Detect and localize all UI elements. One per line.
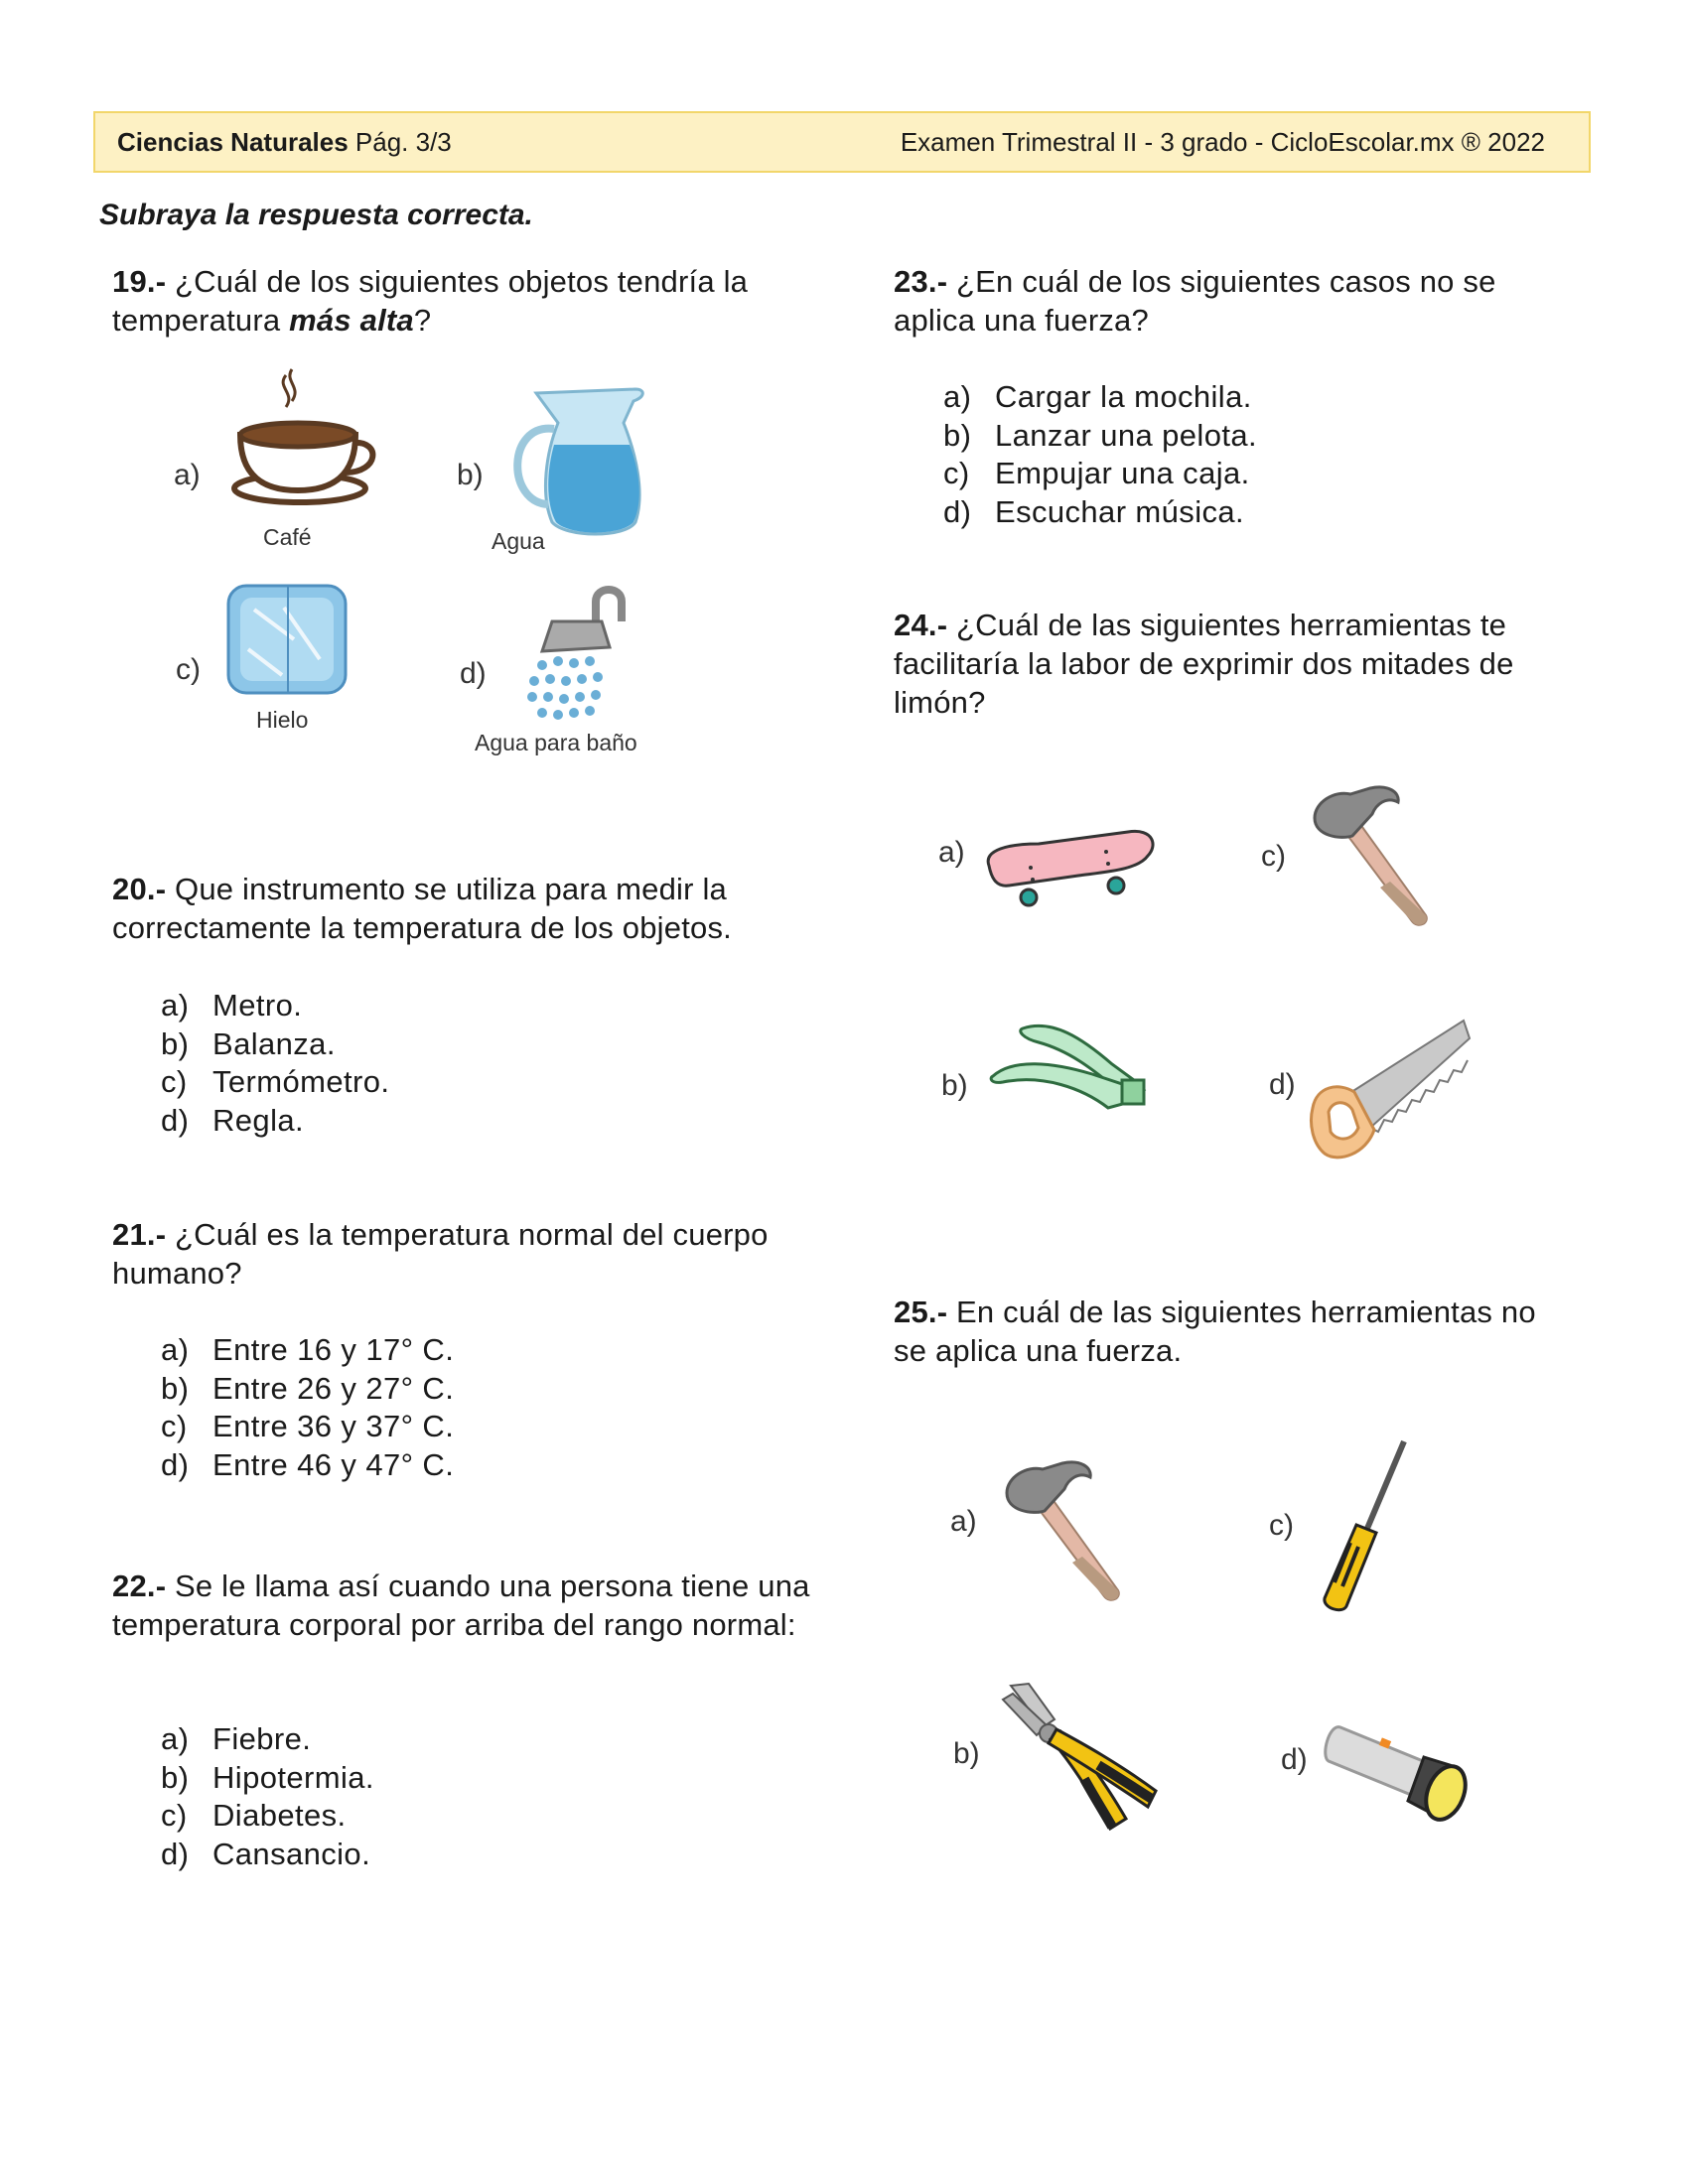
- option-letter: b): [161, 1025, 190, 1061]
- question-emphasis: más alta: [289, 303, 414, 338]
- answer-option[interactable]: [161, 1025, 389, 1064]
- option-text: Termómetro.: [212, 1064, 390, 1099]
- option-letter[interactable]: b): [941, 1069, 968, 1102]
- water-jug-icon[interactable]: [496, 383, 655, 547]
- answer-list: [161, 1331, 454, 1484]
- option-letter: c): [161, 1064, 188, 1099]
- answer-option[interactable]: [161, 1370, 454, 1409]
- option-letter: b): [161, 1759, 190, 1795]
- question-20: [112, 870, 827, 947]
- question-text: ¿Cuál de los siguientes objetos tendría la temperatura: [112, 264, 749, 338]
- option-text: Metro.: [212, 988, 303, 1023]
- question-number: 24.-: [894, 608, 948, 642]
- option-letter: c): [943, 456, 970, 490]
- saw-icon[interactable]: [1299, 1009, 1477, 1172]
- page-header: [93, 111, 1591, 173]
- option-text: Diabetes.: [212, 1798, 347, 1833]
- question-text: Se le llama así cuando una persona tiene una temperatura corporal por arriba del rango normal:: [112, 1569, 810, 1642]
- screwdriver-icon[interactable]: [1301, 1435, 1430, 1619]
- subject-title: Ciencias Naturales: [117, 127, 349, 157]
- question-text: ¿Cuál es la temperatura normal del cuerpo humano?: [112, 1217, 769, 1291]
- answer-option[interactable]: [161, 1408, 454, 1446]
- option-letter: a): [161, 1332, 190, 1367]
- question-22: [112, 1567, 817, 1644]
- option-letter[interactable]: d): [1281, 1743, 1308, 1776]
- option-caption: Hielo: [256, 707, 309, 733]
- option-letter: d): [161, 1836, 190, 1871]
- option-letter[interactable]: c): [1261, 840, 1286, 873]
- option-letter: a): [161, 1721, 190, 1756]
- answer-list: [161, 1720, 374, 1873]
- option-letter: d): [943, 493, 972, 529]
- question-21: [112, 1215, 827, 1293]
- header-left: [117, 113, 452, 171]
- option-text: Lanzar una pelota.: [995, 417, 1258, 453]
- hammer-icon[interactable]: [993, 1455, 1142, 1609]
- question-number: 25.-: [894, 1295, 948, 1329]
- coffee-cup-icon[interactable]: [226, 365, 375, 519]
- option-letter[interactable]: a): [950, 1505, 977, 1538]
- ice-cube-icon[interactable]: [224, 580, 353, 704]
- option-text: Hipotermia.: [212, 1759, 374, 1795]
- question-19: [112, 262, 827, 340]
- answer-option[interactable]: [161, 1102, 389, 1141]
- question-24: [894, 606, 1569, 722]
- instruction: Subraya la respuesta correcta.: [99, 199, 533, 231]
- option-letter: b): [943, 417, 972, 453]
- option-letter[interactable]: a): [938, 836, 965, 869]
- answer-option[interactable]: [161, 1797, 374, 1836]
- answer-option[interactable]: [161, 987, 389, 1025]
- answer-option[interactable]: [161, 1446, 454, 1485]
- option-letter: a): [943, 379, 972, 414]
- option-text: Entre 26 y 27° C.: [212, 1370, 455, 1406]
- option-text: Entre 46 y 47° C.: [212, 1446, 455, 1482]
- option-letter: c): [161, 1798, 188, 1833]
- page-number: Pág. 3/3: [354, 127, 452, 157]
- option-letter[interactable]: c): [1269, 1509, 1294, 1542]
- question-text: ¿En cuál de los siguientes casos no se aplica una fuerza?: [894, 264, 1496, 338]
- question-25: [894, 1293, 1569, 1370]
- option-text: Regla.: [212, 1102, 305, 1138]
- answer-option[interactable]: [161, 1836, 374, 1874]
- answer-option[interactable]: [161, 1759, 374, 1798]
- question-23: [894, 262, 1579, 340]
- answer-option[interactable]: [161, 1063, 389, 1102]
- option-text: Cansancio.: [212, 1836, 371, 1871]
- option-text: Escuchar música.: [995, 493, 1245, 529]
- option-letter[interactable]: d): [460, 657, 487, 690]
- answer-option[interactable]: [161, 1331, 454, 1370]
- answer-option[interactable]: [943, 455, 1257, 493]
- answer-list: [161, 987, 389, 1140]
- lemon-squeezer-icon[interactable]: [983, 1019, 1162, 1133]
- option-caption: Café: [263, 524, 312, 550]
- answer-option[interactable]: [943, 417, 1257, 456]
- question-text: En cuál de las siguientes herramientas no se aplica una fuerza.: [894, 1295, 1536, 1368]
- answer-option[interactable]: [943, 378, 1257, 417]
- option-letter[interactable]: c): [176, 653, 201, 686]
- question-text-end: ?: [413, 303, 432, 338]
- exam-info: Examen Trimestral II - 3 grado - CicloEscolar.mx ® 2022: [900, 127, 1545, 157]
- flashlight-icon[interactable]: [1321, 1713, 1479, 1838]
- option-letter[interactable]: b): [457, 459, 484, 491]
- option-letter: d): [161, 1446, 190, 1482]
- option-text: Entre 36 y 37° C.: [212, 1409, 455, 1443]
- shower-icon[interactable]: [502, 582, 632, 736]
- option-letter[interactable]: d): [1269, 1068, 1296, 1101]
- option-letter[interactable]: a): [174, 459, 201, 491]
- option-text: Cargar la mochila.: [995, 379, 1252, 414]
- option-caption: Agua para baño: [475, 730, 637, 755]
- skateboard-icon[interactable]: [979, 810, 1158, 914]
- option-text: Empujar una caja.: [995, 456, 1250, 490]
- option-caption: Agua: [492, 528, 545, 554]
- question-number: 22.-: [112, 1569, 167, 1603]
- option-letter[interactable]: b): [953, 1737, 980, 1770]
- answer-option[interactable]: [943, 493, 1257, 532]
- answer-option[interactable]: [161, 1720, 374, 1759]
- option-letter: a): [161, 988, 190, 1023]
- question-number: 21.-: [112, 1217, 167, 1252]
- question-number: 20.-: [112, 872, 167, 906]
- option-text: Balanza.: [212, 1025, 336, 1061]
- pliers-icon[interactable]: [999, 1680, 1168, 1843]
- question-text: Que instrumento se utiliza para medir la correctamente la temperatura de los objetos.: [112, 872, 732, 945]
- answer-list: [943, 378, 1257, 531]
- option-letter: c): [161, 1409, 188, 1443]
- option-letter: d): [161, 1102, 190, 1138]
- question-number: 23.-: [894, 264, 948, 299]
- hammer-icon[interactable]: [1301, 780, 1450, 934]
- question-number: 19.-: [112, 264, 167, 299]
- option-letter: b): [161, 1370, 190, 1406]
- question-text: ¿Cuál de las siguientes herramientas te facilitaría la labor de exprimir dos mitades de limón?: [894, 608, 1514, 720]
- option-text: Fiebre.: [212, 1721, 312, 1756]
- option-text: Entre 16 y 17° C.: [212, 1332, 455, 1367]
